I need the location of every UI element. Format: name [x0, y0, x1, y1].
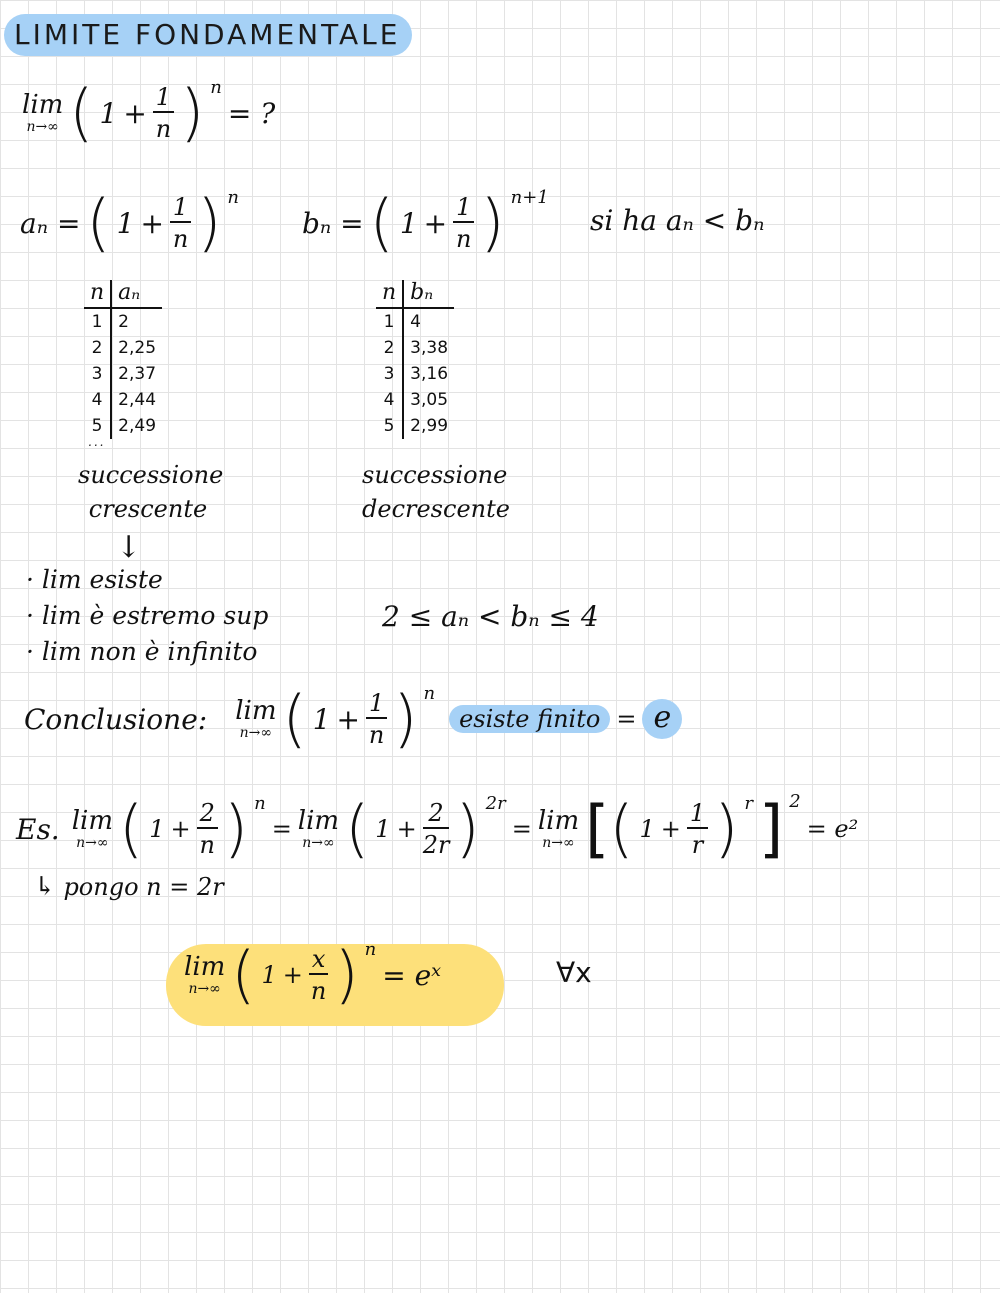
table-row: 2 3,38 [376, 335, 454, 361]
forall-x: ∀x [556, 956, 592, 989]
limit-operator: lim n→∞ [22, 90, 64, 135]
table-header: aₙ [111, 280, 162, 308]
list-item: · lim è estremo sup [26, 598, 268, 634]
table-row: 1 4 [376, 308, 454, 335]
table-row: 4 2,44 [84, 387, 162, 413]
bullet-list [26, 562, 268, 670]
bn-definition: bₙ = ( 1 + $\frac{1}{n}$ ) n+1 [302, 186, 549, 259]
open-bracket: [ [585, 792, 610, 865]
limit-operator: lim n→∞ [235, 696, 277, 741]
open-paren: ( [282, 682, 307, 755]
pongo-note: ↳ pongo n = 2r [34, 872, 224, 902]
an-definition: aₙ = ( 1 + $\frac{1}{n}$ ) n [20, 186, 239, 259]
table-header: n [84, 280, 111, 308]
page-title: LIMITE FONDAMENTALE [4, 14, 412, 56]
e-highlight: e [642, 699, 682, 739]
curved-arrow-icon: ↳ [34, 872, 56, 902]
exponent: n+1 [510, 186, 549, 208]
list-item: · lim non è infinito [26, 634, 268, 670]
caption-an: successione crescente [78, 461, 224, 523]
conclusion-label: Conclusione: [24, 702, 208, 736]
close-paren: ) [393, 682, 418, 755]
final-formula: lim n→∞ ( 1 + $\frac{x}{n}$ ) n = eˣ [184, 938, 442, 1011]
inequality: 2 ≤ aₙ < bₙ ≤ 4 [382, 600, 599, 633]
open-paren: ( [119, 792, 144, 865]
question-rhs: = ? [227, 96, 276, 130]
table-an [84, 280, 162, 439]
conclusion-row: Conclusione: lim n→∞ ( 1 + $\frac{1}{n}$ ) n esiste finito = e [24, 688, 688, 750]
table-row: 2 2,25 [84, 335, 162, 361]
open-paren: ( [369, 186, 394, 259]
bullet-list-wrapper [26, 562, 268, 670]
table-row: 3 3,16 [376, 361, 454, 387]
fraction: $\frac{1}{n}$ [453, 195, 474, 251]
open-paren: ( [231, 938, 256, 1011]
open-paren: ( [345, 792, 370, 865]
limit-operator: lim n→∞ [297, 806, 340, 851]
close-bracket: ] [759, 792, 784, 865]
exponent: r [744, 792, 753, 814]
close-paren: ) [223, 792, 249, 865]
exponent: n [210, 76, 222, 98]
open-paren: ( [69, 76, 94, 149]
fraction: $\frac{1}{r}$ [687, 801, 708, 857]
table-an-wrapper [84, 280, 162, 449]
example-result: = e² [806, 815, 859, 843]
table-row: 4 3,05 [376, 387, 454, 413]
table-row: 1 2 [84, 308, 162, 335]
open-paren: ( [86, 186, 111, 259]
close-paren: ) [455, 792, 480, 865]
highlight-text: esiste finito [449, 705, 610, 733]
close-paren: ) [714, 792, 739, 865]
exponent: n [254, 792, 266, 814]
table-dots: ... [88, 435, 106, 449]
close-paren: ) [197, 186, 222, 259]
fraction: $\frac{1}{n}$ [153, 85, 174, 141]
question-limit: lim n→∞ ( 1 + $\frac{1}{n}$ ) n = ? [22, 76, 276, 149]
exponent: n [423, 682, 436, 704]
table-header: bₙ [403, 280, 454, 308]
table-bn [376, 280, 454, 439]
close-paren: ) [334, 938, 359, 1011]
down-arrow-icon: ↓ [116, 530, 142, 565]
table-header: n [376, 280, 403, 308]
open-paren: ( [609, 792, 634, 865]
final-rhs: = eˣ [382, 958, 442, 992]
fraction: $\frac{2}{n}$ [197, 801, 218, 857]
outer-exponent: 2 [789, 790, 801, 812]
limit-operator: lim n→∞ [537, 806, 580, 851]
table-row: 5 2,49 [84, 413, 162, 439]
exponent: n [227, 186, 239, 208]
close-paren: ) [180, 76, 205, 149]
close-paren: ) [480, 186, 505, 259]
relation-text: si ha aₙ < bₙ [590, 204, 765, 237]
example-row: Es. lim n→∞ ( 1 + $\frac{2}{n}$ ) n = lim n→∞ ( 1 + $\frac{2}{2r}$ ) 2r = lim n→∞ [ ( 1 + $\frac{1}{r}$ ) r ] 2 = e² [16, 790, 859, 865]
fraction: $\frac{1}{n}$ [366, 691, 387, 747]
table-row: 5 2,99 [376, 413, 454, 439]
limit-operator: lim n→∞ [184, 952, 226, 997]
fraction: $\frac{2}{2r}$ [422, 799, 450, 859]
fraction: $\frac{x}{n}$ [309, 947, 329, 1003]
limit-operator: lim n→∞ [71, 806, 114, 851]
table-row: 3 2,37 [84, 361, 162, 387]
example-label: Es. [16, 812, 60, 846]
list-item: · lim esiste [26, 562, 268, 598]
fraction: $\frac{1}{n}$ [170, 195, 191, 251]
exponent: n [364, 938, 377, 960]
table-bn-wrapper [376, 280, 454, 439]
exponent: 2r [485, 792, 506, 814]
caption-bn: successione decrescente [362, 461, 510, 523]
